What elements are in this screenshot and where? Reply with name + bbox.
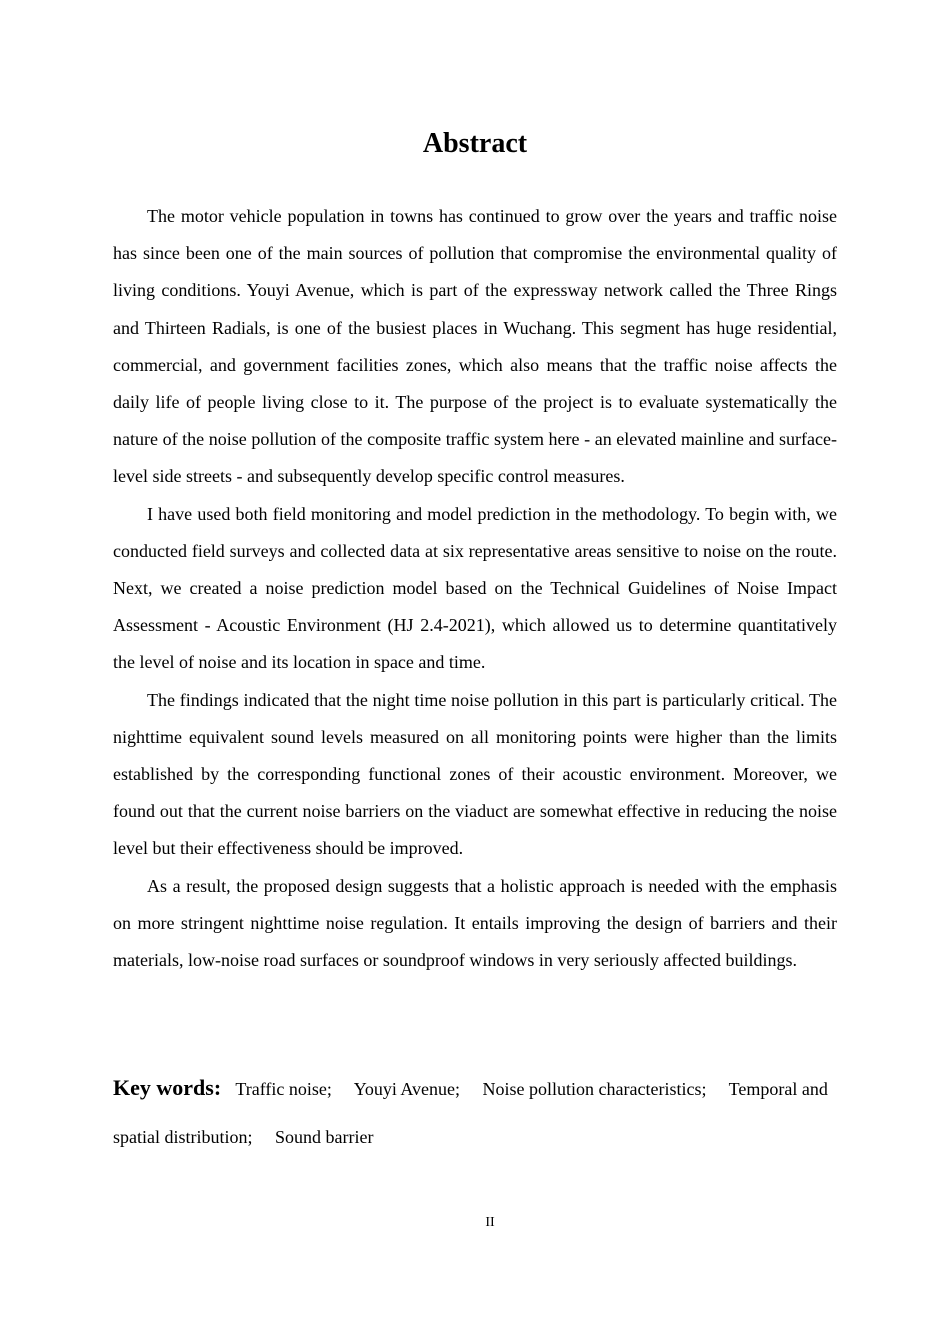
abstract-paragraph-2: I have used both field monitoring and model prediction in the methodology. To begin with, we conducted field surveys and collected data at six representative areas sensitive to noise on the route. Next, we created a noise prediction model based on the Technical Guidelines of Noise Impact Assessment - Acoustic Environment (HJ 2.4-2021), which allowed us to determine quantitatively the level of noise and its location in space and time. [113, 503, 837, 673]
keyword-item: Noise pollution characteristics; [482, 1079, 707, 1099]
abstract-body [113, 198, 837, 979]
keyword-item: Sound barrier [275, 1127, 374, 1147]
keywords-section [113, 1064, 837, 1161]
page-number: II [485, 1215, 495, 1230]
keyword-item: Temporal and spatial distribution; [113, 1079, 828, 1147]
abstract-paragraph-3: The findings indicated that the night time noise pollution in this part is particularly critical. The nighttime equivalent sound levels measured on all monitoring points were higher than the limits established by the corresponding functional zones of their acoustic environment. Moreover, we found out that the current noise barriers on the viaduct are somewhat effective in reducing the noise level but their effectiveness should be improved. [113, 689, 837, 859]
keyword-item: Youyi Avenue; [353, 1079, 461, 1099]
abstract-paragraph-1: The motor vehicle population in towns has continued to grow over the years and traffic noise has since been one of the main sources of pollution that compromise the environmental quality of living conditions. Youyi Avenue, which is part of the expressway network called the Three Rings and Thirteen Radials, is one of the busiest places in Wuchang. This segment has huge residential, commercial, and government facilities zones, which also means that the traffic noise affects the daily life of people living close to it. The purpose of the project is to evaluate systematically the nature of the noise pollution of the composite traffic system here - an elevated mainline and surface-level side streets - and subsequently develop specific control measures. [113, 206, 837, 487]
abstract-paragraph-4: As a result, the proposed design suggests that a holistic approach is needed with the emphasis on more stringent nighttime noise regulation. It entails improving the design of barriers and their materials, low-noise road surfaces or soundproof windows in very seriously affected buildings. [113, 875, 837, 971]
abstract-title: Abstract [422, 128, 528, 159]
keywords-label: Key words: [113, 1075, 222, 1100]
keyword-item: Traffic noise; [235, 1079, 332, 1099]
